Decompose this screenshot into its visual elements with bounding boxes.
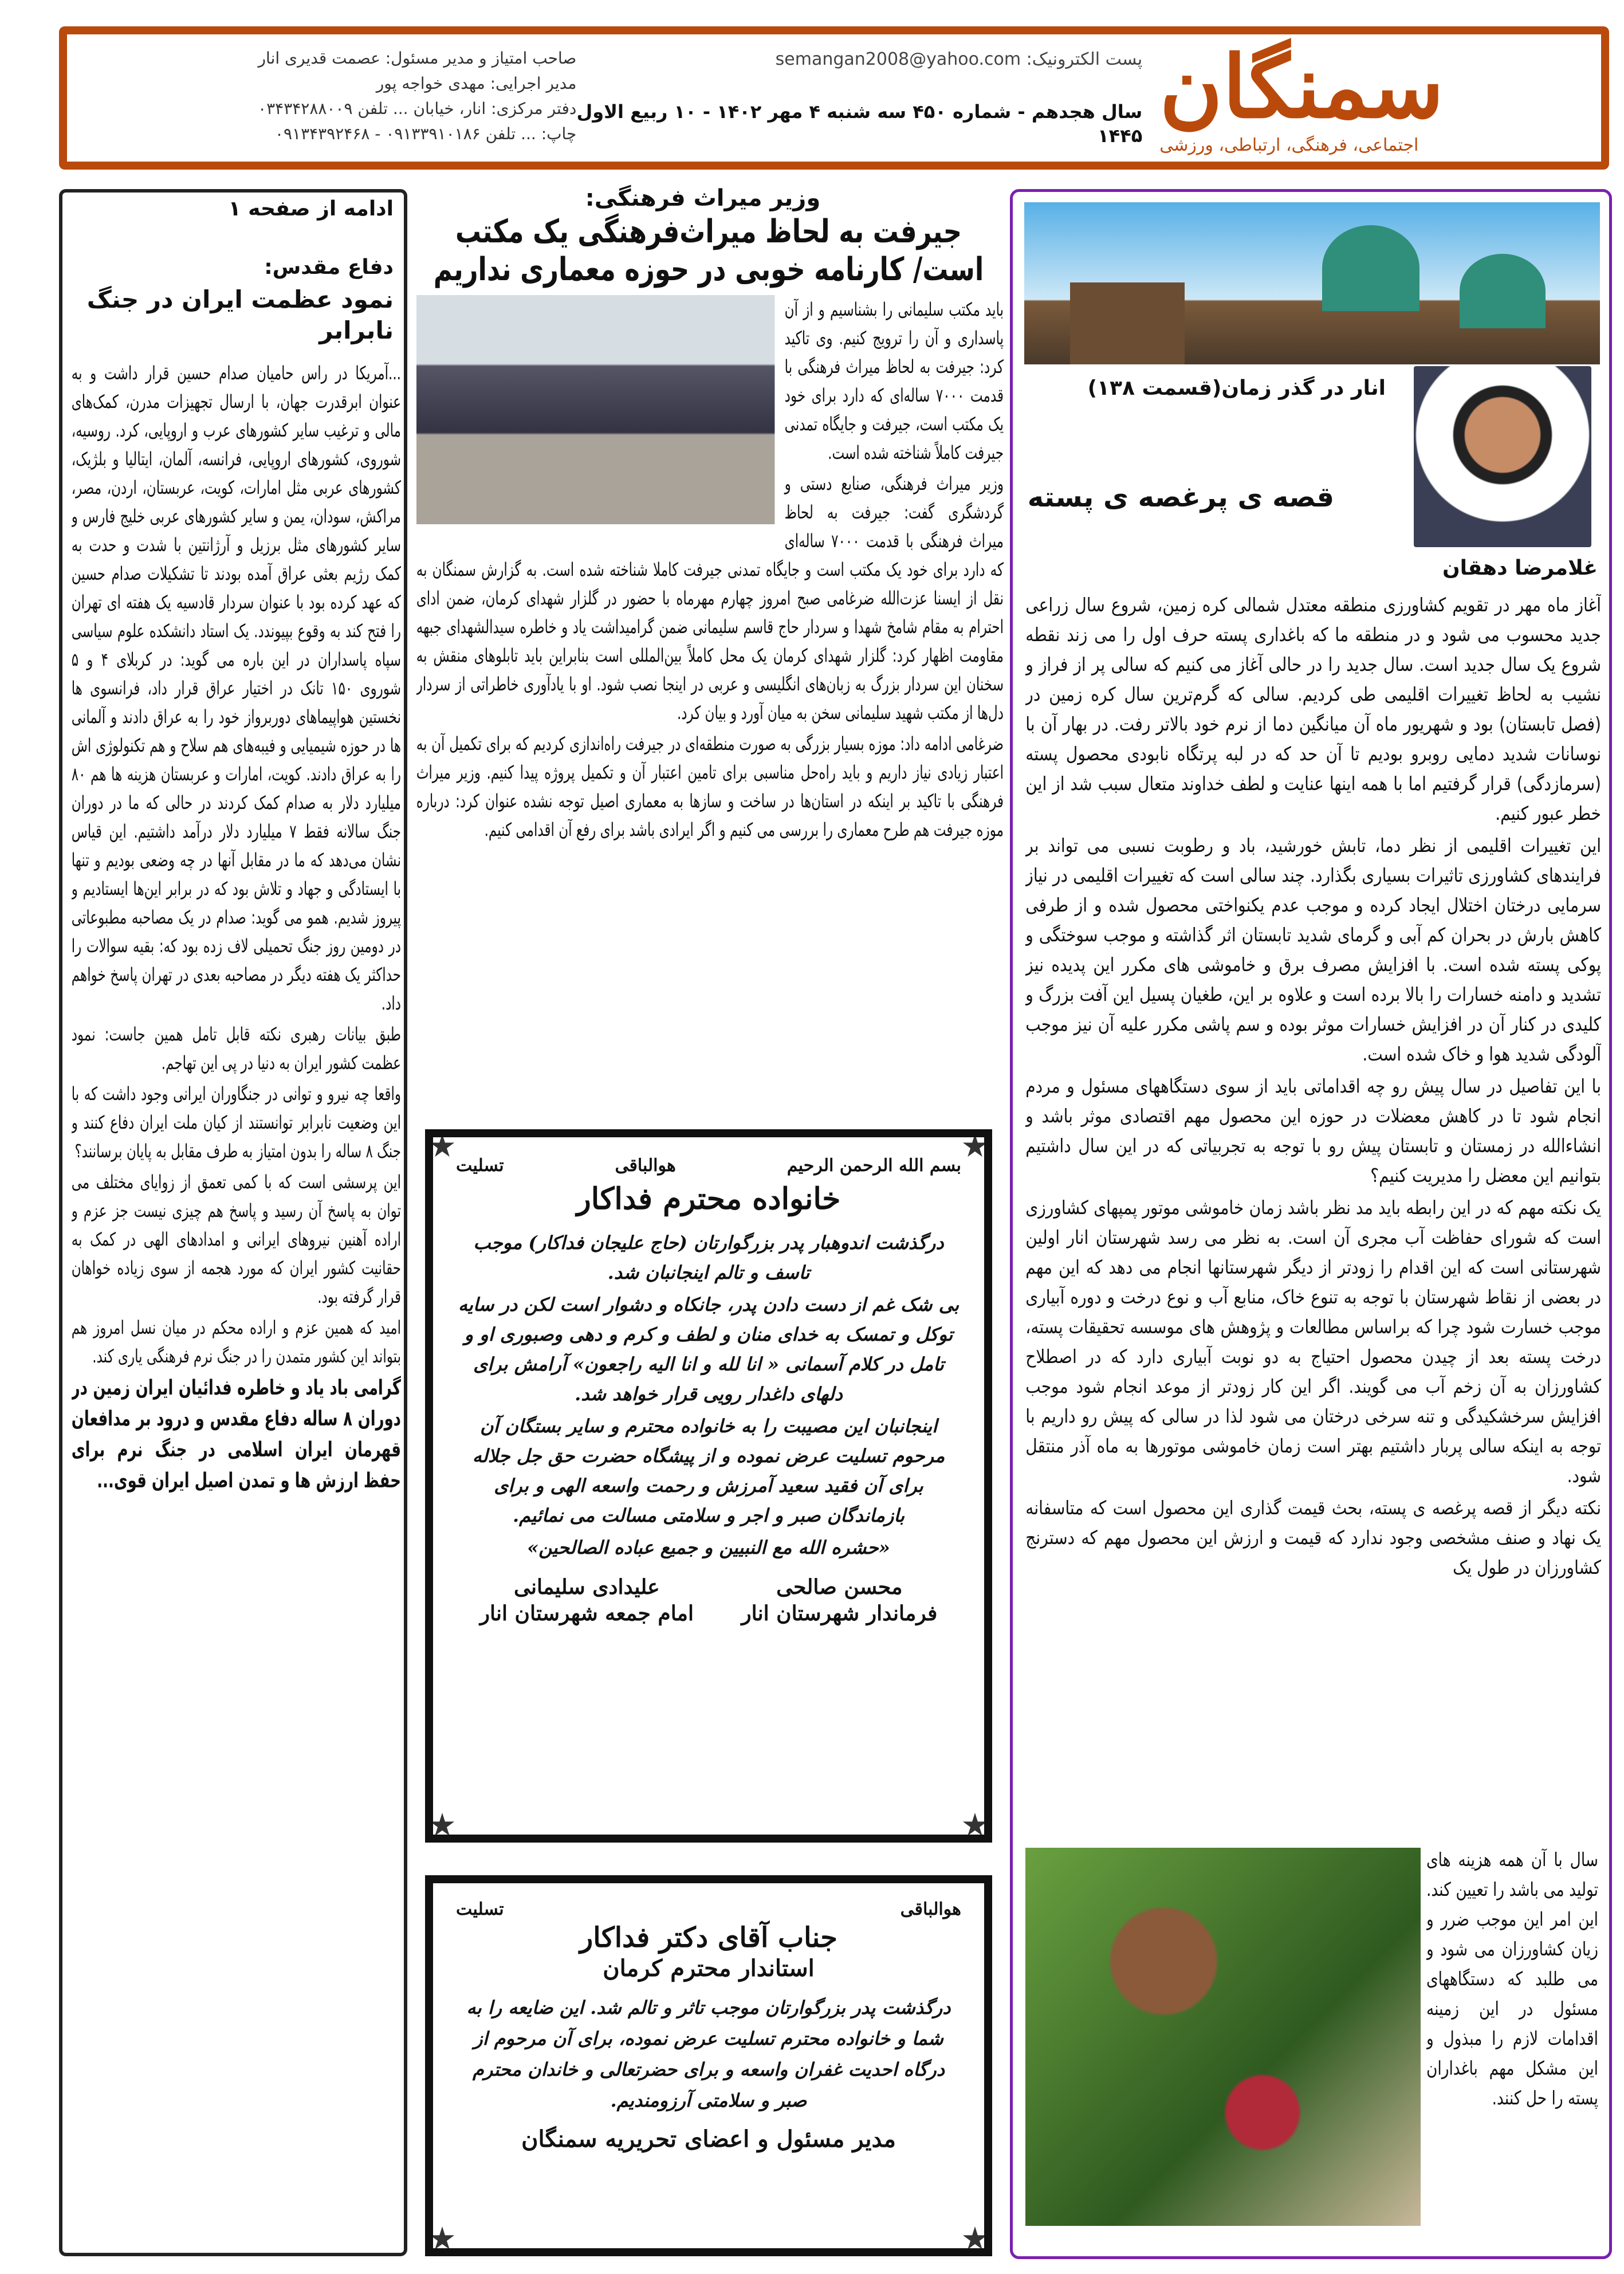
huwa: هوالباقی (615, 1156, 676, 1176)
article-headline: جیرفت به لحاظ میراث‌فرهنگی یک مکتب است/ کارنامه خوبی در حوزه معماری نداریم (433, 213, 984, 288)
logo-block (1159, 34, 1590, 162)
condolence-line: درگذشت پدر بزرگوارتان موجب تاثر و تالم شد. این ضایعه را به شما و خانواده محترم تسلیت عرض نموده، برای آن مرحوم از درگاه احدیت غفران واسعه و برای حضرتعالی و خاندان محترم صبر و سلامتی آرزومندیم. (466, 1997, 951, 2111)
masthead-info (576, 34, 1142, 162)
masthead (59, 26, 1609, 170)
condolence-line: درگذشت اندوهبار پدر بزرگوارتان (حاج علیجان فداکار) موجب تاسف و تالم اینجانبان شد. (473, 1232, 944, 1283)
author-name: غلامرضا دهقان (1442, 556, 1598, 580)
staff-line: دفتر مرکزی: انار، خیابان ... تلفن ۰۳۴۳۴۲۸۸۰۰۹ (258, 99, 577, 118)
paragraph: ضرغامی ادامه داد: موزه بسیار بزرگی به صورت منطقه‌ای در جیرفت راه‌اندازی کردیم که برای تکمیل آن به اعتبار زیادی نیاز داریم و باید راه‌حل مناسبی برای تامین اعتبار آن و تکمیل پروژه پیدا کنیم. وزیر میراث فرهنگی با تاکید بر اینکه در استان‌ها در ساخت و سازها به معماری اصیل توجه نشده عنوان کرد: درباره موزه جیرفت هم طرح معماری را بررسی می کنیم و اگر ایرادی باشد برای رفع آن اقدامی کنیم. (416, 733, 1004, 841)
article-headline: نمود عظمت ایران در جنگ نابرابر (86, 285, 394, 344)
star-icon (430, 1134, 455, 1159)
condolence-line: بی شک غم از دست دادن پدر، جانکاه و دشوار است لکن در سایه توکل و تمسک به خدای منان و لطف و کرم و دهی وصبوری او و تامل در کلام آسمانی « انا لله و انا الیه راجعون» آرامش برای دلهای داغدار رویی قرار خواهد شد. (458, 1294, 960, 1405)
paragraph: این تغییرات اقلیمی از نظر دما، تابش خورشید، باد و رطوبت نسبی می تواند بر فرایندهای کشاورزی تاثیرات بسیاری بگذارد. چند سالی است که تغییرات اقلیمی در نیاز سرمایی درختان اختلال ایجاد کرده و موجب عدم یکنواختی محصول شده و از طرفی کاهش بارش در بحران کم آبی و گرمای شدید تابستان اثر گذاشته و موجب سوختگی و پوکی پسته شده است. با افزایش مصرف برق و خاموشی های مکرر این پدیده نیز تشدید و دامنه خسارات را بالا برده است و علاوه بر این، طغیان پسیل این آفت بزرگ و کلیدی در کنار آن در افزایش خسارات موثر بوده و سم پاشی مکرر علیه آن نیز موجب آلودگی شدید هوا و خاک شده است. (1025, 834, 1601, 1065)
condolence-notice (425, 1129, 992, 1843)
condolence-notice-2 (425, 1875, 992, 2256)
article-side-text: باید مکتب سلیمانی را بشناسیم و از آن پاسداری و آن را ترویج کنیم. وی تاکید کرد: جیرفت به لحاظ میراث فرهنگی با قدمت ۷۰۰۰ ساله‌ای که دارد برای خود یک مکتب است، جیرفت و جایگاه تمدنی جیرفت کاملاً شناخته شده است. (784, 299, 1004, 464)
article-left (59, 189, 407, 2256)
signer: محسن صالحی فرماندار شهرستان انار (741, 1575, 938, 1625)
signer: مدیر مسئول و اعضای تحریریه سمنگان (521, 2126, 896, 2153)
closing-paragraph: گرامی باد یاد و خاطره فدائیان ایران زمین در دوران ۸ ساله دفاع مقدس و درود بر مدافعان قهرمان ایران اسلامی در جنگ نرم برای حفظ ارزش ها و تمدن اصیل ایران قوی... (72, 1376, 401, 1493)
paragraph: این پرسشی است که با کمی تعمق از زوایای مختلف می توان به پاسخ آن رسید و پاسخ هم چیزی نیست جز عزم و اراده آهنین نیروهای ایرانی و امدادهای الهی در کمک به حقانیت کشور ایران که مورد هجمه از سوی زیاده خواهان قرار گرفته بود. (72, 1171, 401, 1307)
series-title: انار در گذر زمان(قسمت ۱۳۸) (1087, 376, 1386, 400)
pistachio-farmer-photo (1025, 1848, 1421, 2226)
star-icon (430, 1813, 455, 1838)
condolence-title: خانواده محترم فداکار (576, 1181, 841, 1216)
condolence-line: «حشره الله مع النبیین و جمیع عباده الصالحین» (527, 1537, 890, 1558)
article-body (1025, 590, 1601, 1836)
article-right (1010, 189, 1612, 2259)
email-line: پست الکترونیک: semangan2008@yahoo.com (775, 49, 1143, 69)
star-icon (962, 1134, 988, 1159)
newspaper-logo: سمنگان (1159, 36, 1444, 138)
staff-line: صاحب امتیاز و مدیر مسئول: عصمت قدیری انار (258, 49, 577, 68)
star-icon (430, 2226, 455, 2252)
condolence-title: جناب آقای دکتر فداکار (580, 1922, 837, 1954)
article-kicker: وزیر میراث فرهنگی: (585, 185, 821, 211)
paragraph: امید که همین عزم و اراده محکم در میان نسل امروز هم بتواند این کشور متمدن را در جنگ نرم فرهنگی یاری کند. (72, 1317, 401, 1367)
mosque-photo (1024, 202, 1600, 364)
condolence-label: تسلیت (456, 1156, 504, 1176)
article-kicker: دفاع مقدس: (264, 256, 394, 279)
signer: علیدادی سلیمانی امام جمعه شهرستان انار (479, 1575, 694, 1625)
issue-line: سال هجدهم - شماره ۴۵۰ سه شنبه ۴ مهر ۱۴۰۲ - ۱۰ ربیع الاول ۱۴۴۵ (576, 101, 1143, 147)
staff-line: مدیر اجرایی: مهدی خواجه پور (376, 74, 577, 93)
article-title: قصه ی پرغصه ی پسته (1027, 481, 1334, 513)
article-body (416, 295, 1004, 1120)
paragraph: نکته دیگر از قصه پرغصه ی پسته، بحث قیمت گذاری این محصول است که متاسفانه یک نهاد و صنف مشخصی وجود ندارد که قیمت و ارزش این محصول مهم که دسترنج کشاورزان در طول یک (1025, 1497, 1601, 1578)
huwa: هوالباقی (900, 1899, 961, 1919)
basmala: بسم الله الرحمن الرحیم (787, 1156, 961, 1176)
paragraph: طبق بیانات رهبری نکته قابل تامل همین جاست: نمود عظمت کشور ایران به دنیا در پی این تهاجم. (72, 1023, 401, 1074)
staff-line: چاپ: ... تلفن ۰۹۱۳۳۹۱۰۱۸۶ - ۰۹۱۳۴۳۹۲۴۶۸ (274, 124, 577, 143)
paragraph: وزیر میراث فرهنگی، صنایع دستی و گردشگری گفت: جیرفت به لحاظ میراث فرهنگی با قدمت ۷۰۰۰ ساله‌ای که دارد برای خود یک مکتب است و جایگاه تمدنی جیرفت کاملا شناخته شده است. به گزارش سمنگان به نقل از ایسنا عزت‌الله ضرغامی صبح امروز چهارم مهرماه با حضور در گلزار شهدای کرمان، ضمن ادای احترام به مقام شامخ شهدا و سردار حاج قاسم سلیمانی ضمن گرامیداشت یاد و خاطره سیدالشهدای جبهه مقاومت اظهار کرد: گلزار شهدای کرمان یک محل کاملاً بین‌المللی است بنابراین باید تابلوهای منقش به سخنان این سردار بزرگ به زبان‌های انگلیسی و عربی در اینجا نصب شود. او با یادآوری خاطراتی از سردار دل‌ها از مکتب شهید سلیمانی سخن به میان آورد و بیان کرد. (416, 473, 1004, 724)
paragraph: یک نکته مهم که در این رابطه باید مد نظر باشد زمان خاموشی موتور پمپهای کشاورزی است که شورای حفاظت آب مجری آن است. به نظر می رسد شهرستان انار اولین شهرستانی است که این اقدام را زودتر از دیگر شهرستانها انجام می دهد که این مهم در بعضی از نقاط شهرستان با توجه به تنوع خاک، منابع آب و نوع درخت و دوره آبیاری موجب خسارت شود چرا که براساس مطالعات و پژوهش های موسسه تحقیقات پسته، درخت پسته بعد از چیدن محصول احتیاج به دو نوبت آبیاری دارد که در اصطلاح کشاورزان به آن زخم آب می گویند. اگر این کار زودتر از موعد انجام شود موجب افزایش سرخشکیدگی و تنه سرخی درختان می شود لذا در سالی که پیش رو داریم با توجه به اینکه سالی پربار داشتیم بهتر است زمان خاموشی موتورها به ماه آذر منتقل شود. (1025, 1196, 1601, 1487)
article-body (72, 359, 401, 2249)
continued-label: ادامه از صفحه ۱ (228, 197, 394, 221)
condolence-subtitle: استاندار محترم کرمان (603, 1955, 815, 1982)
logo-tagline: اجتماعی، فرهنگی، ارتباطی، ورزشی (1159, 135, 1419, 155)
condolence-line: اینجانبان این مصیبت را به خانواده محترم و سایر بستگان آن مرحوم تسلیت عرض نموده و از پیشگاه حضرت حق جل جلاله برای آن فقید سعید آمرزش و رحمت واسعه الهی و برای بازماندگان صبر و اجر و سلامتی مسالت می نمائیم. (472, 1415, 945, 1526)
paragraph: با این تفاصیل در سال پیش رو چه اقداماتی باید از سوی دستگاههای مسئول و مردم انجام شود تا در کاهش معضلات در حوزه این محصول مهم اقتصادی موثر باشد و انشاءالله در زمستان و تابستان پیش رو با توجه به تجربیاتی که در این سال داشتیم بتوانیم این معضل را مدیریت کنیم؟ (1025, 1075, 1601, 1187)
author-photo (1414, 366, 1591, 547)
article-body-tail (1426, 1845, 1598, 2255)
condolence-label: تسلیت (456, 1899, 504, 1919)
star-icon (962, 1813, 988, 1838)
staff-credits (78, 34, 576, 162)
star-icon (962, 2226, 988, 2252)
tail-text: سال با آن همه هزینه های تولید می باشد را تعیین کند. این امر این موجب ضرر و زیان کشاورزان می شود و می طلبد که دستگاههای مسئول در این زمینه اقدامات لازم را مبذول و این مشکل مهم باغداران پسته را حل کنند. (1426, 1848, 1598, 2109)
article-headline-box (416, 213, 1001, 291)
paragraph: ...آمریکا در راس حامیان صدام حسین قرار داشت و به عنوان ابرقدرت جهان، با ارسال تجهیزات مدرن، کمک‌های مالی و ترغیب سایر کشورهای عرب و اروپایی، کرد. روسیه، شوروی، کشورهای اروپایی، فرانسه، آلمان، ایتالیا و بلژیک، کشورهای عربی مثل امارات، کویت، عربستان، اردن، مصر، مراکش، سودان، یمن و سایر کشورهای عربی خلیج فارس و سایر کشورهای مثل برزیل و آرژانتین با شدت و حدت به کمک رژیم بعثی عراق آمده بودند تا تشکیلات صدام حسین که عهد کرده بود با عنوان سردار قادسیه یک هفته ای تهران را فتح کند به وقوع بپیوندد. یک استاد دانشکده علوم سیاسی سپاه پاسداران در این باره می گوید: در کربلای ۴ و ۵ شوروی ۱۵۰ تانک در اختیار عراق قرار داد، فرانسوی ها نخستین هواپیماهای دوربرواز خود را به عراق دادند و آلمانی ها در حوزه شیمیایی و فیبه‌های هم سلاح و هم تکنولوژی اش را به عراق دادند. کویت، امارات و عربستان هزینه ها هم ۸۰ میلیارد دلار به صدام کمک کردند در حالی که ما در دوران جنگ سالانه فقط ۷ میلیارد دلار درآمد داشتیم. این قیاس نشان می‌دهد که ما در مقابل آنها در چه وضعی بودیم و تنها با ایستادگی و جهاد و تلاش بود که در برابر این‌ها ایستادیم و پیروز شدیم. همو می گوید: صدام در یک مصاحبه مطبوعاتی در دومین روز جنگ تحمیلی لاف زده بود که: بقیه سوالات را حداکثر یک هفته دیگر در مصاحبه بعدی در تهران پاسخ خواهم داد. (72, 362, 401, 1014)
minister-photo (416, 295, 774, 524)
paragraph: واقعا چه نیرو و توانی در جنگاوران ایرانی وجود داشت که با این وضعیت نابرابر توانستند از کیان ملت ایران دفاع کنند و جنگ ۸ ساله را بدون امتیاز به طرف مقابل به پایان برسانند؟ (72, 1083, 401, 1162)
paragraph: آغاز ماه مهر در تقویم کشاورزی منطقه معتدل شمالی کره زمین، شروع سال زراعی جدید محسوب می شود و در منطقه ما که باغداری پسته حرف اول را می زند نقطه شروع یک سال جدید است. سال جدید را در حالی آغاز می کنیم که سالی پر از فراز و نشیب به لحاظ تغییرات اقلیمی طی کردیم. سالی که گرم‌ترین سال کره زمین در (فصل تابستان) بود و شهریور ماه آن میانگین دما از نرم خود بالاتر رفت. در بهار آن با نوسانات شدید دمایی روبرو بودیم تا آن حد که در لبه پرتگاه نابودی محصول پسته (سرمازدگی) قرار گرفتیم اما با همه اینها عنایت و لطف خداوند متعال سبب شد از این خطر عبور کنیم. (1025, 594, 1601, 824)
